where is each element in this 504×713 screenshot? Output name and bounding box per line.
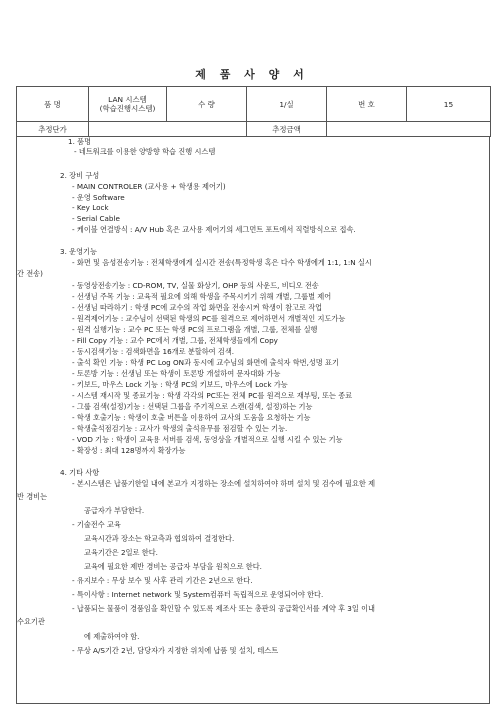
list-item: - 무상 A/S기간 2년, 담당자가 지정한 위치에 납품 및 설치, 테스트 — [72, 646, 279, 655]
item-name-value — [89, 87, 167, 122]
list-item: - 네트워크를 이용한 양방향 학습 진행 시스템 — [74, 147, 216, 156]
list-item: - 기술전수 교육 — [72, 520, 121, 529]
estimated-amount-value — [327, 122, 491, 137]
quantity-value: 1/실 — [247, 87, 327, 122]
item-name-value-line2: (학습진행시스템) — [99, 104, 156, 113]
list-item: - 원격제어기능 : 교수님이 선택된 학생의 PC를 원격으로 제어하면서 개별적인 지도가능 — [72, 314, 346, 323]
list-item-continued: 간 전송) — [17, 269, 43, 278]
list-item: - Fill Copy 기능 : 교수 PC에서 개별, 그룹, 전체학생들에게 Copy — [72, 336, 278, 345]
section-heading: 1. 품명 — [68, 137, 92, 146]
list-item: - 토론방 기능 : 선생님 또는 학생이 토론방 개설하여 문자대화 가능 — [72, 369, 281, 378]
list-item: - 그룹 검색(설정)기능 : 선택된 그룹을 주기적으로 스캔(검색, 설정)하는 기능 — [72, 402, 313, 411]
list-item: - Key Lock — [72, 203, 109, 212]
list-item: - 동시검색기능 : 검색화면을 16개로 분할하여 검색. — [72, 347, 235, 356]
list-item: - 유지보수 : 무상 보수 및 사후 관리 기간은 2년으로 한다. — [72, 576, 253, 585]
item-name-value-line1: LAN 시스템 — [108, 95, 147, 104]
list-item-continued: 교육기간은 2일로 한다. — [84, 548, 158, 557]
list-item: - 운영 Software — [72, 193, 125, 202]
list-item-continued: 교육에 필요한 제반 경비는 공급자 부담을 원칙으로 한다. — [84, 562, 262, 571]
section-heading: 4. 기타 사항 — [60, 468, 100, 477]
list-item: - MAIN CONTROLER (교사용 + 학생용 제어기) — [72, 182, 226, 191]
list-item: - 선생님 따라하기 : 학생 PC에 교수의 작업 화면을 전송시켜 학생이 참고로 작업 — [72, 303, 323, 312]
list-item: - Serial Cable — [72, 214, 120, 223]
list-item: - 원격 실행기능 : 교수 PC 또는 학생 PC의 프로그램을 개별, 그룹, 전체를 실행 — [72, 325, 318, 334]
list-item: - 동영상전송기능 : CD-ROM, TV, 실물 화상기, OHP 등의 사운드, 비디오 전송 — [72, 281, 319, 290]
list-item: - 키보드, 마우스 Lock 기능 : 학생 PC의 키보드, 마우스에 Lock 가능 — [72, 380, 288, 389]
section-heading: 2. 장비 구성 — [60, 171, 100, 180]
estimated-price-label: 추정단가 — [17, 122, 89, 137]
list-item: - 화면 및 음성전송기능 : 전체학생에게 실시간 전송(특정학생 혹은 다수 학생에게 1:1, 1:N 실시 — [72, 258, 372, 267]
list-item: - 특이사항 : Internet network 및 System컴퓨터 독립적으로 운영되어야 한다. — [72, 590, 324, 599]
spec-table — [16, 86, 491, 137]
list-item-continued: 에 제출하여야 함. — [84, 632, 140, 641]
spec-row-price — [17, 122, 491, 137]
spec-row-product — [17, 87, 491, 122]
document-title: 제 품 사 양 서 — [195, 68, 309, 81]
list-item: - 선생님 주목 기능 : 교육적 필요에 의해 학생을 주목시키기 위해 개별, 그룹별 제어 — [72, 292, 332, 301]
quantity-label: 수 량 — [167, 87, 247, 122]
item-name-label: 품 명 — [17, 87, 89, 122]
list-item: - 학생출석점검기능 : 교사가 학생의 출석유무를 점검할 수 있는 기능. — [72, 424, 288, 433]
estimated-amount-label: 추정금액 — [247, 122, 327, 137]
list-item: - 케이블 연결방식 : A/V Hub 혹은 교사용 제어기의 세그먼트 포트에서 직렬방식으로 접속. — [72, 225, 356, 234]
list-item-continued: 수요기관 — [17, 617, 45, 626]
list-item-continued: 공급자가 부담한다. — [84, 506, 145, 515]
number-value: 15 — [407, 87, 491, 122]
list-item: - 확장성 : 최대 128명까지 확장가능 — [72, 446, 186, 455]
list-item: - VOD 기능 : 학생이 교육용 서버를 검색, 동영상을 개별적으로 실행 시킬 수 있는 기능 — [72, 435, 343, 444]
list-item: - 본시스템은 납품기한일 내에 본교가 지정하는 장소에 설치하여야 하며 설치 및 검수에 필요한 제 — [72, 479, 376, 488]
estimated-price-value — [89, 122, 247, 137]
section-heading: 3. 운영기능 — [60, 247, 97, 256]
list-item: - 출석 확인 기능 : 학생 PC Log ON과 동시에 교수님의 화면에 출석자 학번,성명 표기 — [72, 358, 339, 367]
list-item: - 학생 호출기능 : 학생이 호출 버튼을 이용하여 교사의 도움을 요청하는 기능 — [72, 413, 311, 422]
list-item-continued: 반 경비는 — [17, 492, 48, 501]
list-item: - 시스템 재시작 및 종료기능 : 학생 각각의 PC또는 전체 PC를 원격으로 재부팅, 또는 종료 — [72, 391, 353, 400]
list-item-continued: 교육시간과 장소는 학교측과 협의하여 결정한다. — [84, 534, 235, 543]
list-item: - 납품되는 물품이 경품임을 확인할 수 있도록 제조사 또는 총판의 공급확인서를 계약 후 3일 이내 — [72, 604, 375, 613]
number-label: 번 호 — [327, 87, 407, 122]
